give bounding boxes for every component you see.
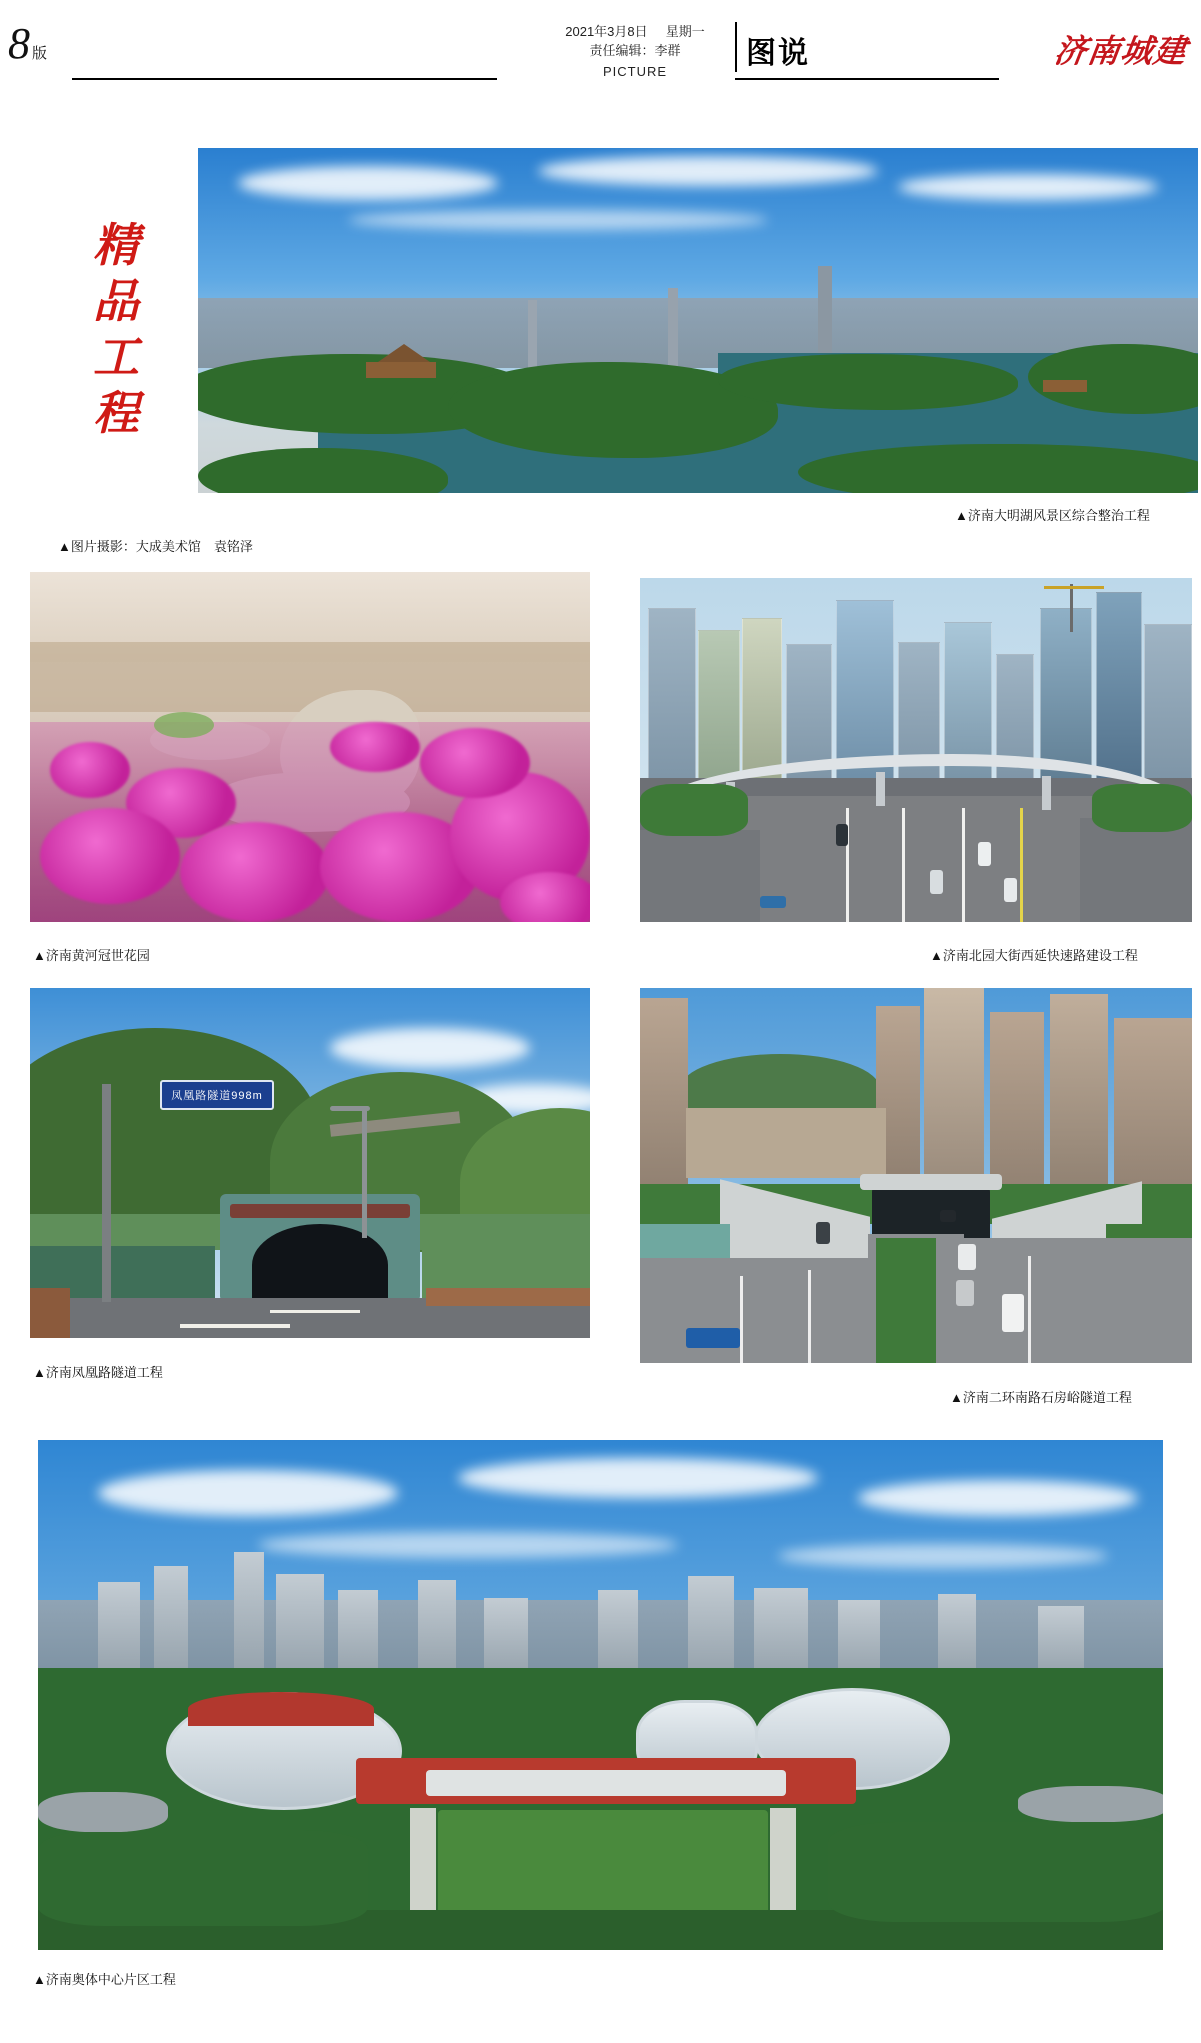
street-lamp-arm [330, 1106, 370, 1111]
residential-tower [924, 988, 984, 1198]
building [1144, 624, 1192, 786]
caption-olympic-sports-center: ▲济南奥体中心片区工程 [33, 1972, 176, 1987]
roadside-greenery [1092, 784, 1192, 832]
brand-logo: 济南城建 [1052, 33, 1190, 69]
blossom-cluster [50, 742, 130, 798]
lane-marking [1028, 1256, 1031, 1363]
city-building [754, 1588, 808, 1680]
shrub [154, 712, 214, 738]
median-greenery [876, 1238, 936, 1363]
issue-info [540, 22, 730, 81]
page-number-value: 8 [8, 19, 30, 68]
mid-rise-block [686, 1108, 886, 1178]
photo-daming-lake [198, 148, 1198, 493]
vehicle [816, 1222, 830, 1244]
masthead-rule-left [72, 78, 497, 80]
construction-crane-arm [1044, 586, 1104, 589]
city-building [338, 1590, 378, 1680]
road-surface-left [640, 1258, 880, 1363]
ring-road [38, 1792, 168, 1832]
caption-fenghuang-road-tunnel: ▲济南凤凰路隧道工程 [33, 1365, 163, 1380]
main-carriageway [740, 796, 1100, 922]
tunnel-opening [872, 1184, 990, 1240]
residential-tower [640, 998, 688, 1198]
residential-tower [1114, 1018, 1192, 1208]
issue-editor: 责任编辑：李群 [589, 43, 681, 58]
central-lawn [438, 1810, 768, 1920]
vehicle [1004, 878, 1017, 902]
lane-marking [1020, 808, 1023, 922]
stadium-roof [188, 1692, 374, 1726]
skyscraper [668, 288, 678, 368]
plaza-hall-roof [426, 1770, 786, 1796]
masthead [0, 0, 1201, 100]
side-road [1080, 818, 1192, 922]
vehicle [760, 896, 786, 908]
park-greenery [828, 1822, 1163, 1922]
tunnel-opening [252, 1224, 388, 1306]
lane-marking [270, 1310, 360, 1313]
cloud [898, 174, 1158, 200]
tunnel-sign-text: 凤凰路隧道998m [171, 1090, 263, 1102]
caption-beiyuan-street-expressway: ▲济南北园大街西延快速路建设工程 [930, 948, 1138, 963]
issue-weekday: 星期一 [665, 24, 705, 39]
ramp-pier [876, 772, 885, 806]
caption-daming-lake: ▲济南大明湖风景区综合整治工程 [955, 508, 1150, 523]
feature-title-char-1: 精 [93, 220, 141, 271]
bus [686, 1328, 740, 1348]
pagoda-roof [378, 344, 430, 362]
photo-olympic-sports-center [38, 1440, 1163, 1950]
issue-date-line [540, 22, 730, 41]
distant-trees [30, 642, 590, 712]
photo-shifangyu-tunnel [640, 988, 1192, 1363]
city-building [688, 1576, 734, 1680]
cloud [348, 210, 768, 230]
vehicle [956, 1280, 974, 1306]
sign-post [102, 1084, 111, 1302]
tunnel-direction-sign [160, 1080, 274, 1110]
building [1096, 592, 1142, 788]
ramp-pier [1042, 776, 1051, 810]
building [698, 630, 740, 790]
masthead-divider [735, 22, 737, 72]
vehicle [930, 870, 943, 894]
vehicle [958, 1244, 976, 1270]
city-building [234, 1552, 264, 1680]
cloud [778, 1544, 1108, 1568]
blossom-cluster [180, 822, 330, 922]
page-number-unit: 版 [32, 45, 48, 62]
photo-fenghuang-road-tunnel [30, 988, 590, 1338]
sidewalk-pavers [30, 1288, 70, 1338]
blossom-cluster [40, 808, 180, 904]
masthead-rule-right [735, 78, 999, 80]
ring-road [1018, 1786, 1163, 1822]
portal-plaque [230, 1204, 410, 1218]
caption-shifangyu-tunnel: ▲济南二环南路石房峪隧道工程 [950, 1390, 1132, 1405]
building [648, 608, 696, 790]
city-building [154, 1566, 188, 1680]
street-lamp-pole [362, 1108, 367, 1238]
section-title: 图说 [746, 37, 810, 70]
vehicle [978, 842, 991, 866]
photo-yellow-river-flower-garden [30, 572, 590, 922]
residential-tower [1050, 994, 1108, 1204]
vehicle [940, 1210, 956, 1222]
photo-beiyuan-street-expressway [640, 578, 1192, 922]
lane-marking [740, 1276, 743, 1363]
lane-marking [902, 808, 905, 922]
blossom-cluster [330, 722, 420, 772]
tree-canopy [798, 444, 1198, 493]
cloud [458, 1458, 818, 1498]
construction-crane [1070, 584, 1073, 632]
roadside-greenery [640, 784, 748, 836]
vehicle [836, 824, 848, 846]
city-building [418, 1580, 456, 1680]
pagoda-body [366, 362, 436, 378]
feature-title-char-2: 品 [93, 276, 141, 327]
side-road [640, 830, 760, 922]
cloud [98, 1470, 398, 1516]
city-building [276, 1574, 324, 1680]
road-surface-right [940, 1238, 1192, 1363]
feature-title-char-3: 工 [93, 332, 141, 383]
cloud [258, 1532, 678, 1558]
sidewalk-pavers [426, 1288, 590, 1306]
section-title-en: PICTURE [602, 64, 668, 79]
skyscraper [528, 300, 537, 368]
page-number [8, 19, 48, 68]
cloud [858, 1480, 1138, 1516]
pavilion [1043, 380, 1087, 392]
cloud [330, 1028, 530, 1068]
portal-header [860, 1174, 1002, 1190]
cloud [538, 156, 878, 186]
issue-date: 2021年3月8日 [565, 24, 648, 39]
lane-marking [808, 1270, 811, 1363]
feature-title-vertical [72, 218, 162, 442]
caption-yellow-river-flower-garden: ▲济南黄河冠世花园 [33, 948, 150, 963]
city-building [598, 1590, 638, 1680]
park-greenery [38, 1830, 368, 1926]
feature-title-char-4: 程 [93, 388, 141, 439]
lane-marking [962, 808, 965, 922]
lane-marking [180, 1324, 290, 1328]
blossom-cluster [420, 728, 530, 798]
cloud [238, 166, 498, 200]
photo-credit: ▲图片摄影：大成美术馆 袁铭泽 [58, 539, 253, 554]
city-building [98, 1582, 140, 1680]
truck [1002, 1294, 1024, 1332]
